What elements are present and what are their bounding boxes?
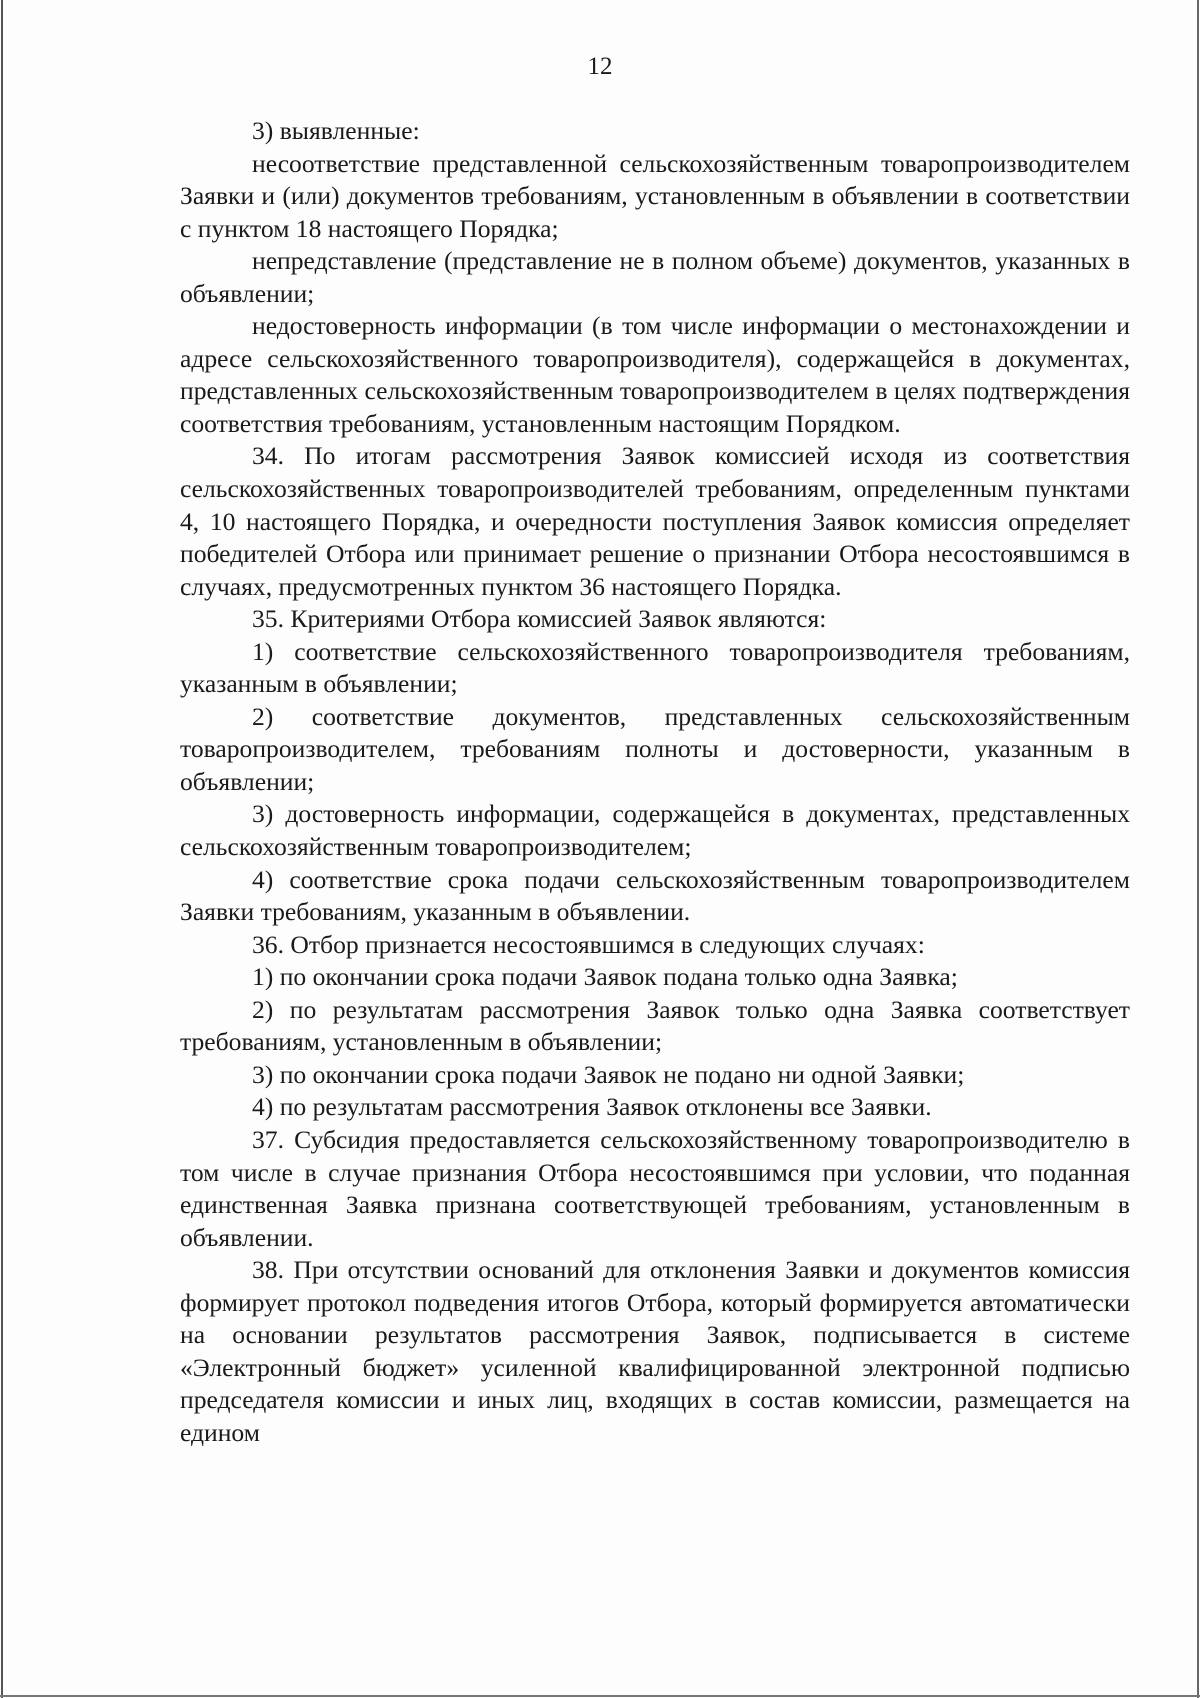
paragraph-36: 36. Отбор признается несостоявшимся в следующих случаях: xyxy=(252,929,925,959)
scan-edge-right xyxy=(1197,0,1199,1698)
paragraph-35-3: 3) достоверность информации, содержащейся в документах, представленных сельскохозяйственным товаропроизводителем; xyxy=(180,799,1130,862)
paragraph-item-3-found: 3) выявленные: xyxy=(252,116,420,145)
paragraph-35: 35. Критериями Отбора комиссией Заявок являются: xyxy=(252,604,827,634)
paragraph-non-submission: непредставление (представление не в полном объеме) документов, указанных в объявлении; xyxy=(180,246,1130,308)
paragraph-34: 34. По итогам рассмотрения Заявок комиссией исходя из соответствия сельскохозяйственных товаропроизводителей требованиям, определенным пунктами 4, 10 настоящего Порядка, и очередности поступления Заявок комиссия определяет победителей Отбора или принимает решение о признании Отбора несостоявшимся в случаях, предусмотренных пунктом 36 настоящего Порядка. xyxy=(180,441,1130,601)
paragraph-37: 37. Субсидия предоставляется сельскохозяйственному товаропроизводителю в том числе в случае признания Отбора несостоявшимся при условии, что поданная единственная Заявка признана соответствующей требованиям, установленным в объявлении. xyxy=(180,1124,1130,1252)
paragraph-36-3: 3) по окончании срока подачи Заявок не подано ни одной Заявки; xyxy=(252,1059,965,1089)
scan-edge-bottom xyxy=(0,1695,1200,1697)
paragraph-38: 38. При отсутствии оснований для отклонения Заявки и документов комиссия формирует протокол подведения итогов Отбора, который формируется автоматически на основании результатов рассмотрения Заявок, подписывается в системе «Электронный бюджет» усиленной квалифицированной электронной подписью председателя комиссии и иных лиц, входящих в состав комиссии, размещается на едином xyxy=(180,1255,1130,1447)
scan-edge-left xyxy=(1,0,3,1698)
paragraph-36-4: 4) по результатам рассмотрения Заявок отклонены все Заявки. xyxy=(252,1092,932,1122)
paragraph-mismatch: несоответствие представленной сельскохозяйственным товаропроизводителем Заявки и (или) документов требованиям, установленным в объявлении в соответствии с пунктом 18 настоящего Порядка; xyxy=(180,148,1130,243)
paragraph-35-1: 1) соответствие сельскохозяйственного товаропроизводителя требованиям, указанным в объявлении; xyxy=(180,636,1130,699)
paragraph-35-2: 2) соответствие документов, представленных сельскохозяйственным товаропроизводителем, требованиям полноты и достоверности, указанным в объявлении; xyxy=(180,701,1130,796)
paragraph-35-4: 4) соответствие срока подачи сельскохозяйственным товаропроизводителем Заявки требованиям, указанным в объявлении. xyxy=(180,864,1130,927)
document-body xyxy=(180,115,1130,1449)
paragraph-unreliability: недостоверность информации (в том числе информации о местонахождении и адресе сельскохозяйственного товаропроизводителя), содержащейся в документах, представленных сельскохозяйственным товаропроизводителем в целях подтверждения соответствия требованиям, установленным настоящим Порядком. xyxy=(180,311,1130,438)
paragraph-36-2: 2) по результатам рассмотрения Заявок только одна Заявка соответствует требованиям, установленным в объявлении; xyxy=(180,994,1130,1057)
page-number: 12 xyxy=(587,53,613,80)
paragraph-36-1: 1) по окончании срока подачи Заявок подана только одна Заявка; xyxy=(252,962,958,992)
